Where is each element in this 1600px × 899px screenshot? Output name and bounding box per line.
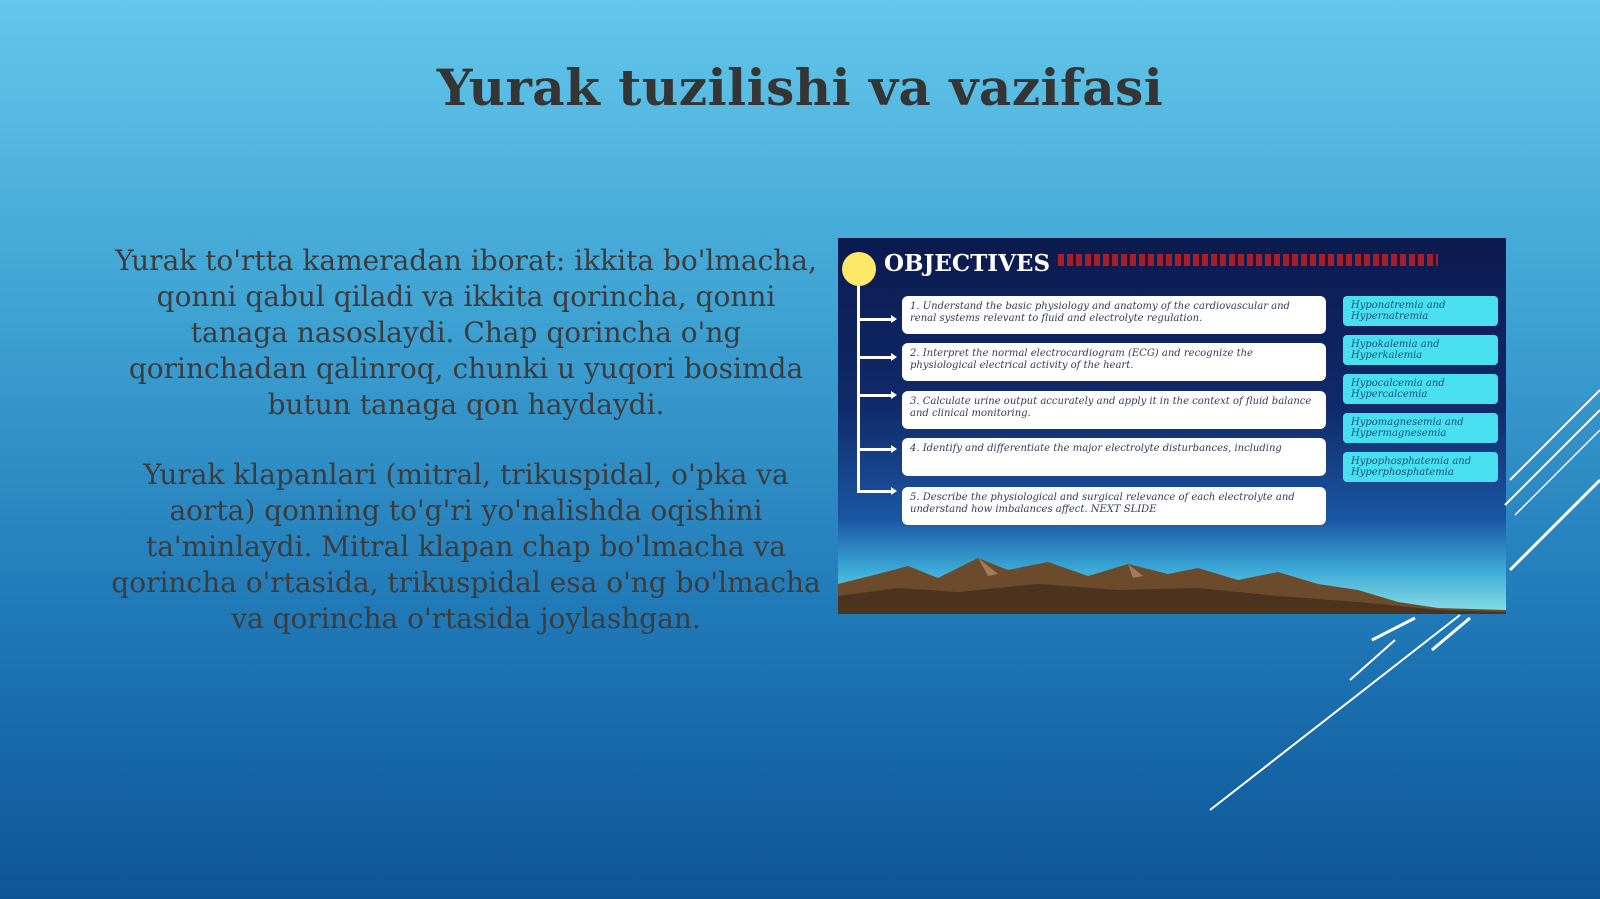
objectives-heading: OBJECTIVES bbox=[884, 250, 1051, 277]
objective-item: 3. Calculate urine output accurately and apply it in the context of fluid balance and clinical monitoring. bbox=[902, 391, 1326, 429]
objectives-image bbox=[838, 238, 1506, 614]
slide-title: Yurak tuzilishi va vazifasi bbox=[436, 58, 1164, 117]
objective-item: 2. Interpret the normal electrocardiogram (ECG) and recognize the physiological electrical activity of the heart. bbox=[902, 343, 1326, 381]
slide-body bbox=[108, 243, 824, 671]
disturbance-item: Hypocalcemia and Hypercalcemia bbox=[1343, 374, 1498, 404]
branch-arrow-icon bbox=[857, 394, 893, 397]
tree-connector bbox=[857, 286, 860, 492]
red-subtitle-link bbox=[1058, 254, 1438, 266]
branch-arrow-icon bbox=[857, 356, 893, 359]
branch-arrow-icon bbox=[857, 490, 893, 493]
objective-item: 5. Describe the physiological and surgical relevance of each electrolyte and understand how imbalances affect. NEXT SLIDE bbox=[902, 487, 1326, 525]
disturbance-item: Hypomagnesemia and Hypermagnesemia bbox=[1343, 413, 1498, 443]
sun-icon bbox=[842, 252, 876, 286]
branch-arrow-icon bbox=[857, 448, 893, 451]
disturbance-item: Hypophosphatemia and Hyperphosphatemia bbox=[1343, 452, 1498, 482]
objective-item: 1. Understand the basic physiology and anatomy of the cardiovascular and renal systems relevant to fluid and electrolyte regulation. bbox=[902, 296, 1326, 334]
branch-arrow-icon bbox=[857, 318, 893, 321]
disturbance-item: Hyponatremia and Hypernatremia bbox=[1343, 296, 1498, 326]
paragraph-heart-chambers: Yurak to'rtta kameradan iborat: ikkita bo'lmacha, qonni qabul qiladi va ikkita qorincha, qonni tanaga nasoslaydi. Chap qorincha o'ng qorinchadan qalinroq, chunki u yuqori bosimda butun tanaga qon haydaydi. bbox=[115, 244, 817, 421]
objective-item: 4. Identify and differentiate the major electrolyte disturbances, including bbox=[902, 438, 1326, 476]
mountains-illustration bbox=[838, 544, 1506, 614]
disturbance-item: Hypokalemia and Hyperkalemia bbox=[1343, 335, 1498, 365]
paragraph-heart-valves: Yurak klapanlari (mitral, trikuspidal, o'pka va aorta) qonning to'g'ri yo'nalishda oqishini ta'minlaydi. Mitral klapan chap bo'lmacha va qorincha o'rtasida, trikuspidal esa o'ng bo'lmacha va qorincha o'rtasida joylashgan. bbox=[111, 458, 821, 635]
